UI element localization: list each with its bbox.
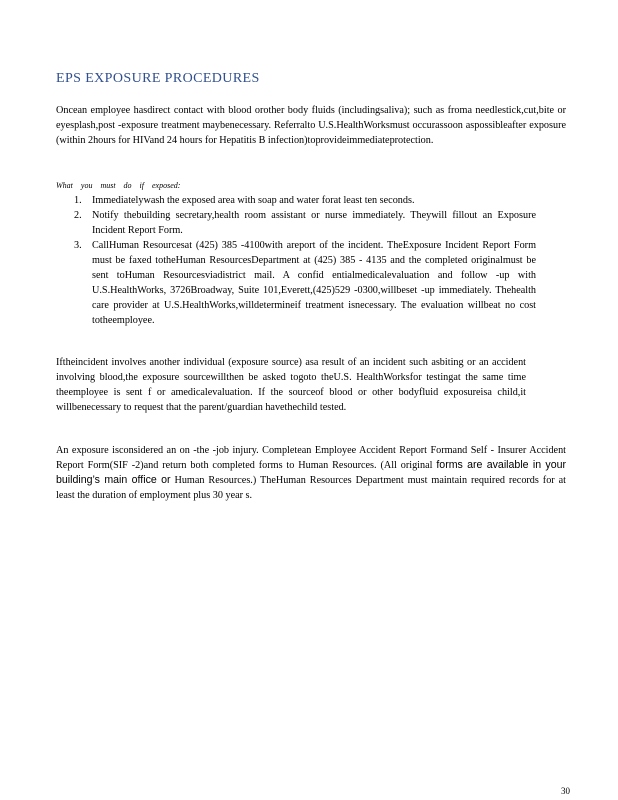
on-the-job-injury-paragraph — [56, 443, 566, 503]
what-to-do-heading: What you must do if exposed: — [56, 181, 181, 190]
step-text: CallHuman Resourcesat (425) 385 -4100with areport of the incident. TheExposure Incident Report Form must be faxed totheHuman ResourcesDepartment at (425) 385 - 4135 and the completed originalmust be sent toHuman Resourcesviadistrict mail. A confid entialmedicalevaluation and follow -up with U.S.HealthWorks, 3726Broadway, Suite 101,Everett,(425)529 -0300,willbeset -up immediately. Thehealth care provider at U.S.HealthWorks,willdetermineif treatment isnecessary. The evaluation willbeat no cost totheemployee. — [92, 240, 536, 326]
page-number: 30 — [561, 786, 570, 796]
injury-text-forms-available: forms are available in your building’s main office or — [56, 459, 567, 486]
intro-paragraph: Oncean employee hasdirect contact with blood orother body fluids (includingsaliva); such as froma needlestick,cut,bite or eyesplash,post -exposure treatment maybenecessary. Referralto U.S.HealthWorksmust occurassoon aspossibleafter exposure (within 2hours for HIVand 24 hours for Hepatitis B infection)toprovideimmediateprotection. — [56, 105, 566, 146]
list-item — [56, 208, 536, 238]
exposure-source-paragraph: Iftheincident involves another individual (exposure source) asa result of an incident such asbiting or an accident involving blood,the exposure sourcewillthen be asked togoto theU.S. HealthWorksfor testingat the same time theemployee is sent f or amedicalevaluation. If the sourceof blood or other bodyfluid exposureisa child,it willbenecessary to request that the parent/guardian havethechild tested. — [56, 357, 526, 413]
page-title: EPS EXPOSURE PROCEDURES — [56, 71, 260, 86]
step-text: Immediatelywash the exposed area with soap and water forat least ten seconds. — [92, 195, 415, 206]
step-text: Notify thebuilding secretary,health room assistant or nurse immediately. Theywill fillout an Exposure Incident Report Form. — [92, 210, 536, 236]
step-number: 2. — [74, 210, 82, 221]
step-number: 1. — [74, 195, 82, 206]
step-number: 3. — [74, 240, 82, 251]
list-item — [56, 193, 536, 208]
exposure-steps-list — [56, 193, 536, 328]
list-item — [56, 238, 536, 328]
injury-text-part1: An exposure isconsidered an on -the -job injury. Completean Employee Accident Report Formand Self - Insurer Accident Report Form(SIF -2)and return both completed forms to Human Resources. (All original — [56, 445, 566, 471]
injury-text-part2: Human Resources.) TheHuman Resources Department must maintain required records for at least the duration of employment plus 30 year s. — [56, 475, 566, 501]
